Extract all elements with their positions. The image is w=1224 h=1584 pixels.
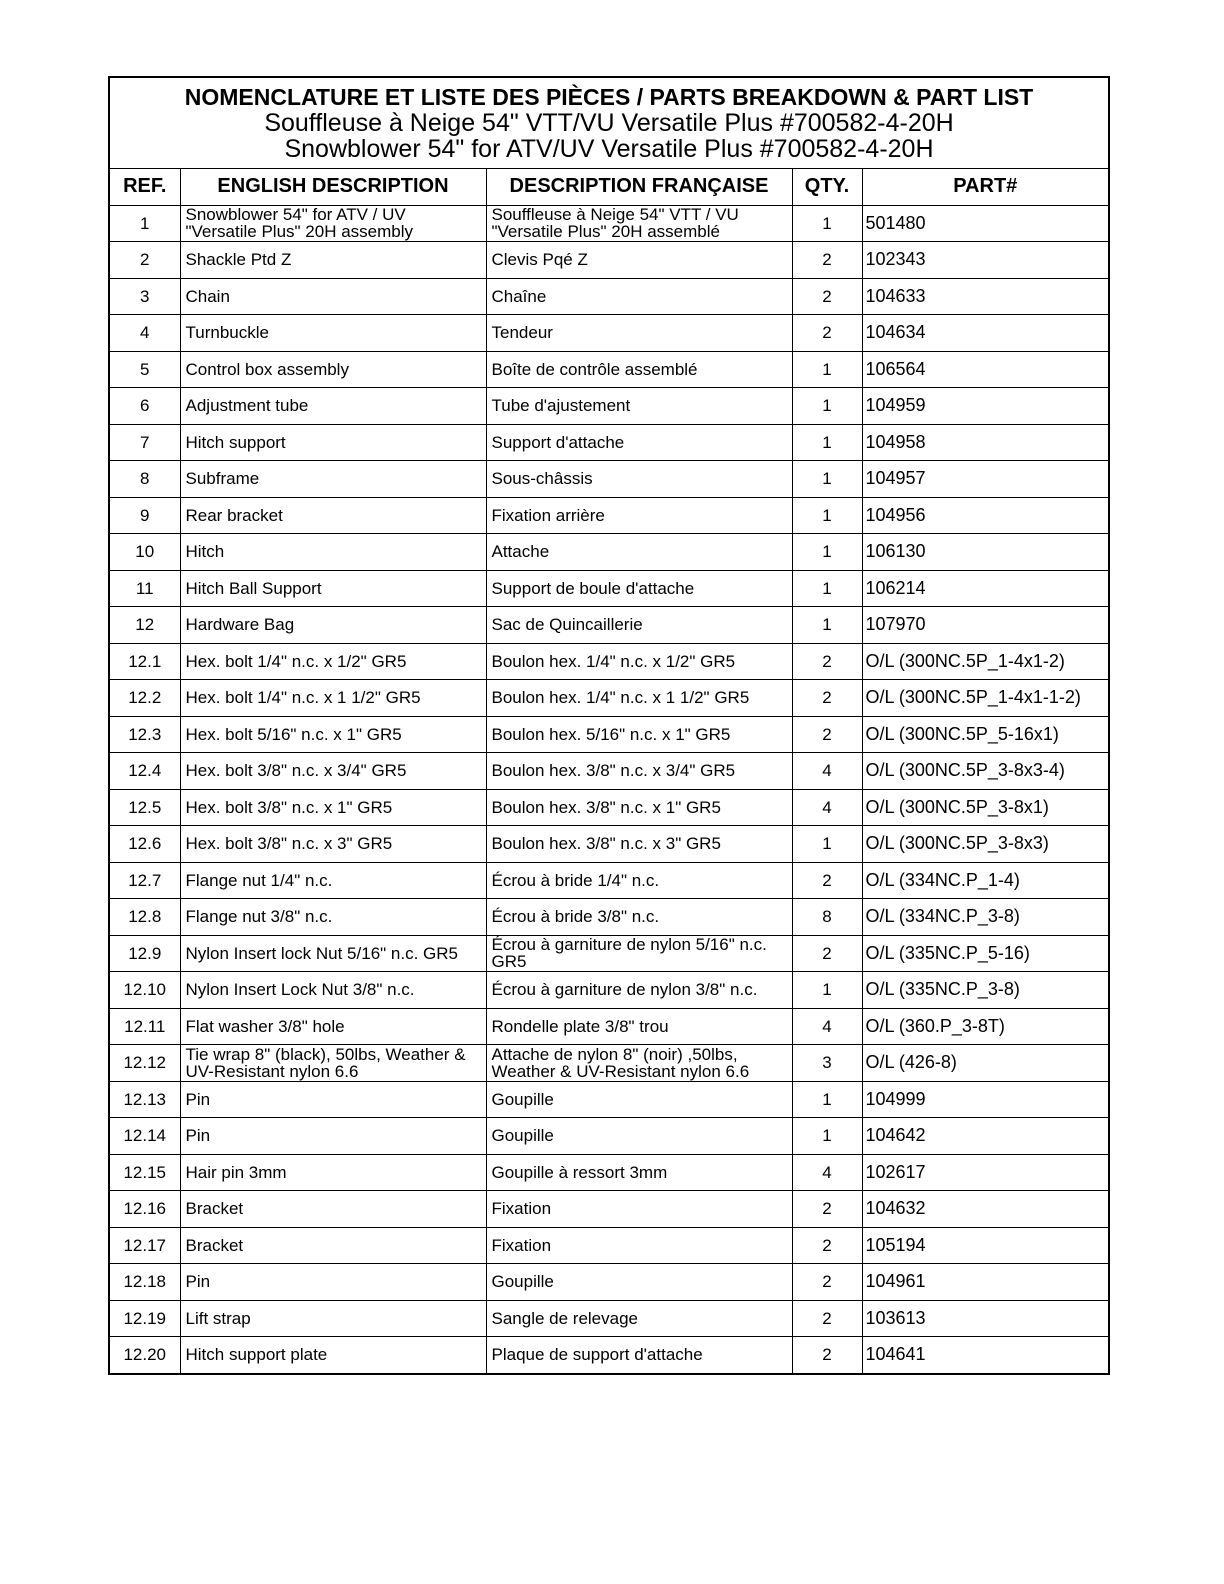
table-row bbox=[110, 607, 1108, 644]
table-row bbox=[110, 753, 1108, 790]
english-description-cell: Subframe bbox=[180, 461, 486, 498]
table-row bbox=[110, 1300, 1108, 1337]
ref-cell: 9 bbox=[110, 497, 180, 534]
french-description-cell: Écrou à bride 1/4" n.c. bbox=[486, 862, 792, 899]
part-number-cell: O/L (300NC.5P_3-8x3) bbox=[862, 826, 1108, 863]
qty-cell: 1 bbox=[792, 570, 862, 607]
table-row bbox=[110, 315, 1108, 352]
english-description-cell: Hair pin 3mm bbox=[180, 1154, 486, 1191]
english-description-cell: Hex. bolt 3/8" n.c. x 1" GR5 bbox=[180, 789, 486, 826]
english-description-cell: Shackle Ptd Z bbox=[180, 242, 486, 279]
ref-cell: 12.9 bbox=[110, 935, 180, 972]
part-number-cell: O/L (300NC.5P_3-8x1) bbox=[862, 789, 1108, 826]
table-body bbox=[110, 205, 1108, 1373]
qty-cell: 2 bbox=[792, 1227, 862, 1264]
qty-cell: 2 bbox=[792, 278, 862, 315]
french-description-cell: Clevis Pqé Z bbox=[486, 242, 792, 279]
part-number-cell: O/L (335NC.P_5-16) bbox=[862, 935, 1108, 972]
ref-cell: 12.4 bbox=[110, 753, 180, 790]
english-description-cell: Hitch support bbox=[180, 424, 486, 461]
qty-cell: 2 bbox=[792, 1337, 862, 1373]
part-number-cell: 102617 bbox=[862, 1154, 1108, 1191]
english-description-cell: Adjustment tube bbox=[180, 388, 486, 425]
table-row bbox=[110, 424, 1108, 461]
french-description-cell: Goupille bbox=[486, 1081, 792, 1118]
qty-cell: 3 bbox=[792, 1045, 862, 1082]
qty-cell: 2 bbox=[792, 315, 862, 352]
english-description-cell: Flange nut 3/8" n.c. bbox=[180, 899, 486, 936]
ref-cell: 12.1 bbox=[110, 643, 180, 680]
qty-cell: 1 bbox=[792, 1118, 862, 1155]
part-number-cell: 104999 bbox=[862, 1081, 1108, 1118]
qty-cell: 2 bbox=[792, 716, 862, 753]
ref-cell: 12.18 bbox=[110, 1264, 180, 1301]
french-description-cell: Sous-châssis bbox=[486, 461, 792, 498]
french-description-cell: Support d'attache bbox=[486, 424, 792, 461]
english-description-cell: Hardware Bag bbox=[180, 607, 486, 644]
english-description-cell: Hitch bbox=[180, 534, 486, 571]
french-description-cell: Boulon hex. 3/8" n.c. x 3" GR5 bbox=[486, 826, 792, 863]
part-number-cell: 106214 bbox=[862, 570, 1108, 607]
part-number-cell: 106130 bbox=[862, 534, 1108, 571]
part-number-cell: O/L (334NC.P_3-8) bbox=[862, 899, 1108, 936]
part-number-cell: O/L (300NC.5P_3-8x3-4) bbox=[862, 753, 1108, 790]
french-description-cell: Goupille à ressort 3mm bbox=[486, 1154, 792, 1191]
table-row bbox=[110, 1081, 1108, 1118]
ref-cell: 3 bbox=[110, 278, 180, 315]
english-description-cell: Control box assembly bbox=[180, 351, 486, 388]
part-number-cell: 105194 bbox=[862, 1227, 1108, 1264]
ref-cell: 12.12 bbox=[110, 1045, 180, 1082]
ref-cell: 12.6 bbox=[110, 826, 180, 863]
qty-cell: 2 bbox=[792, 1300, 862, 1337]
english-description-cell: Hex. bolt 3/8" n.c. x 3/4" GR5 bbox=[180, 753, 486, 790]
ref-cell: 8 bbox=[110, 461, 180, 498]
table-row bbox=[110, 242, 1108, 279]
english-description-cell: Hitch support plate bbox=[180, 1337, 486, 1373]
table-row bbox=[110, 1008, 1108, 1045]
qty-cell: 4 bbox=[792, 1008, 862, 1045]
english-description-cell: Flange nut 1/4" n.c. bbox=[180, 862, 486, 899]
ref-cell: 12.17 bbox=[110, 1227, 180, 1264]
table-header-row bbox=[110, 169, 1108, 205]
header-part: PART# bbox=[862, 169, 1108, 205]
english-description-cell: Hex. bolt 1/4" n.c. x 1/2" GR5 bbox=[180, 643, 486, 680]
table-row bbox=[110, 205, 1108, 242]
qty-cell: 1 bbox=[792, 497, 862, 534]
french-description-cell: Attache bbox=[486, 534, 792, 571]
table-row bbox=[110, 351, 1108, 388]
part-number-cell: 107970 bbox=[862, 607, 1108, 644]
english-description-cell: Chain bbox=[180, 278, 486, 315]
french-description-cell: Fixation bbox=[486, 1191, 792, 1228]
english-description-cell: Bracket bbox=[180, 1227, 486, 1264]
ref-cell: 12.5 bbox=[110, 789, 180, 826]
table-row bbox=[110, 972, 1108, 1009]
ref-cell: 7 bbox=[110, 424, 180, 461]
table-row bbox=[110, 1191, 1108, 1228]
part-number-cell: 106564 bbox=[862, 351, 1108, 388]
qty-cell: 2 bbox=[792, 935, 862, 972]
part-number-cell: O/L (360.P_3-8T) bbox=[862, 1008, 1108, 1045]
ref-cell: 12.14 bbox=[110, 1118, 180, 1155]
parts-list-sheet bbox=[108, 76, 1110, 1375]
header-french: DESCRIPTION FRANÇAISE bbox=[486, 169, 792, 205]
table-row bbox=[110, 534, 1108, 571]
english-description-cell: Hex. bolt 3/8" n.c. x 3" GR5 bbox=[180, 826, 486, 863]
part-number-cell: 102343 bbox=[862, 242, 1108, 279]
table-row bbox=[110, 1337, 1108, 1373]
header-ref: REF. bbox=[110, 169, 180, 205]
french-description-cell: Boîte de contrôle assemblé bbox=[486, 351, 792, 388]
french-description-cell: Boulon hex. 1/4" n.c. x 1/2" GR5 bbox=[486, 643, 792, 680]
english-description-cell: Flat washer 3/8" hole bbox=[180, 1008, 486, 1045]
qty-cell: 2 bbox=[792, 1191, 862, 1228]
french-description-cell: Sangle de relevage bbox=[486, 1300, 792, 1337]
qty-cell: 4 bbox=[792, 1154, 862, 1191]
french-description-cell: Attache de nylon 8" (noir) ,50lbs, Weather & UV-Resistant nylon 6.6 bbox=[486, 1045, 792, 1082]
english-description-cell: Hex. bolt 5/16" n.c. x 1" GR5 bbox=[180, 716, 486, 753]
ref-cell: 12.13 bbox=[110, 1081, 180, 1118]
ref-cell: 2 bbox=[110, 242, 180, 279]
ref-cell: 6 bbox=[110, 388, 180, 425]
qty-cell: 1 bbox=[792, 1081, 862, 1118]
qty-cell: 1 bbox=[792, 972, 862, 1009]
qty-cell: 2 bbox=[792, 680, 862, 717]
part-number-cell: O/L (300NC.5P_5-16x1) bbox=[862, 716, 1108, 753]
title-main: NOMENCLATURE ET LISTE DES PIÈCES / PARTS BREAKDOWN & PART LIST bbox=[184, 84, 1034, 110]
french-description-cell: Chaîne bbox=[486, 278, 792, 315]
french-description-cell: Tendeur bbox=[486, 315, 792, 352]
qty-cell: 1 bbox=[792, 205, 862, 242]
french-description-cell: Boulon hex. 5/16" n.c. x 1" GR5 bbox=[486, 716, 792, 753]
ref-cell: 12.11 bbox=[110, 1008, 180, 1045]
title-french: Souffleuse à Neige 54" VTT/VU Versatile Plus #700582-4-20H bbox=[264, 109, 954, 137]
table-row bbox=[110, 1264, 1108, 1301]
part-number-cell: 104958 bbox=[862, 424, 1108, 461]
qty-cell: 1 bbox=[792, 607, 862, 644]
english-description-cell: Hitch Ball Support bbox=[180, 570, 486, 607]
english-description-cell: Nylon Insert Lock Nut 3/8" n.c. bbox=[180, 972, 486, 1009]
ref-cell: 12 bbox=[110, 607, 180, 644]
ref-cell: 12.10 bbox=[110, 972, 180, 1009]
qty-cell: 4 bbox=[792, 753, 862, 790]
table-row bbox=[110, 1118, 1108, 1155]
part-number-cell: 104641 bbox=[862, 1337, 1108, 1373]
ref-cell: 12.16 bbox=[110, 1191, 180, 1228]
qty-cell: 1 bbox=[792, 424, 862, 461]
french-description-cell: Souffleuse à Neige 54" VTT / VU "Versatile Plus" 20H assemblé bbox=[486, 205, 792, 242]
table-row bbox=[110, 278, 1108, 315]
table-row bbox=[110, 461, 1108, 498]
title-english: Snowblower 54" for ATV/UV Versatile Plus #700582-4-20H bbox=[284, 135, 934, 163]
french-description-cell: Écrou à bride 3/8" n.c. bbox=[486, 899, 792, 936]
french-description-cell: Goupille bbox=[486, 1118, 792, 1155]
parts-table bbox=[110, 169, 1108, 1373]
part-number-cell: O/L (334NC.P_1-4) bbox=[862, 862, 1108, 899]
french-description-cell: Fixation bbox=[486, 1227, 792, 1264]
table-row bbox=[110, 570, 1108, 607]
french-description-cell: Boulon hex. 3/8" n.c. x 1" GR5 bbox=[486, 789, 792, 826]
part-number-cell: O/L (426-8) bbox=[862, 1045, 1108, 1082]
qty-cell: 1 bbox=[792, 388, 862, 425]
part-number-cell: O/L (335NC.P_3-8) bbox=[862, 972, 1108, 1009]
english-description-cell: Lift strap bbox=[180, 1300, 486, 1337]
french-description-cell: Plaque de support d'attache bbox=[486, 1337, 792, 1373]
qty-cell: 4 bbox=[792, 789, 862, 826]
english-description-cell: Nylon Insert lock Nut 5/16" n.c. GR5 bbox=[180, 935, 486, 972]
table-row bbox=[110, 1227, 1108, 1264]
header-english: ENGLISH DESCRIPTION bbox=[180, 169, 486, 205]
part-number-cell: 104642 bbox=[862, 1118, 1108, 1155]
french-description-cell: Sac de Quincaillerie bbox=[486, 607, 792, 644]
part-number-cell: O/L (300NC.5P_1-4x1-2) bbox=[862, 643, 1108, 680]
part-number-cell: 103613 bbox=[862, 1300, 1108, 1337]
header-qty: QTY. bbox=[792, 169, 862, 205]
ref-cell: 11 bbox=[110, 570, 180, 607]
part-number-cell: 104632 bbox=[862, 1191, 1108, 1228]
ref-cell: 12.19 bbox=[110, 1300, 180, 1337]
ref-cell: 12.15 bbox=[110, 1154, 180, 1191]
qty-cell: 1 bbox=[792, 461, 862, 498]
qty-cell: 2 bbox=[792, 862, 862, 899]
french-description-cell: Boulon hex. 1/4" n.c. x 1 1/2" GR5 bbox=[486, 680, 792, 717]
part-number-cell: O/L (300NC.5P_1-4x1-1-2) bbox=[862, 680, 1108, 717]
table-row bbox=[110, 497, 1108, 534]
french-description-cell: Goupille bbox=[486, 1264, 792, 1301]
french-description-cell: Tube d'ajustement bbox=[486, 388, 792, 425]
title-block bbox=[110, 78, 1108, 169]
table-row bbox=[110, 862, 1108, 899]
ref-cell: 12.2 bbox=[110, 680, 180, 717]
french-description-cell: Support de boule d'attache bbox=[486, 570, 792, 607]
part-number-cell: 104633 bbox=[862, 278, 1108, 315]
qty-cell: 8 bbox=[792, 899, 862, 936]
english-description-cell: Pin bbox=[180, 1081, 486, 1118]
qty-cell: 1 bbox=[792, 351, 862, 388]
french-description-cell: Écrou à garniture de nylon 3/8" n.c. bbox=[486, 972, 792, 1009]
table-row bbox=[110, 789, 1108, 826]
qty-cell: 2 bbox=[792, 643, 862, 680]
table-row bbox=[110, 716, 1108, 753]
qty-cell: 1 bbox=[792, 534, 862, 571]
english-description-cell: Hex. bolt 1/4" n.c. x 1 1/2" GR5 bbox=[180, 680, 486, 717]
ref-cell: 12.8 bbox=[110, 899, 180, 936]
table-row bbox=[110, 680, 1108, 717]
english-description-cell: Pin bbox=[180, 1118, 486, 1155]
ref-cell: 12.7 bbox=[110, 862, 180, 899]
table-row bbox=[110, 935, 1108, 972]
ref-cell: 4 bbox=[110, 315, 180, 352]
ref-cell: 5 bbox=[110, 351, 180, 388]
part-number-cell: 104634 bbox=[862, 315, 1108, 352]
english-description-cell: Pin bbox=[180, 1264, 486, 1301]
french-description-cell: Rondelle plate 3/8" trou bbox=[486, 1008, 792, 1045]
french-description-cell: Écrou à garniture de nylon 5/16" n.c. GR5 bbox=[486, 935, 792, 972]
english-description-cell: Tie wrap 8" (black), 50lbs, Weather & UV-Resistant nylon 6.6 bbox=[180, 1045, 486, 1082]
ref-cell: 10 bbox=[110, 534, 180, 571]
english-description-cell: Bracket bbox=[180, 1191, 486, 1228]
part-number-cell: 501480 bbox=[862, 205, 1108, 242]
part-number-cell: 104959 bbox=[862, 388, 1108, 425]
table-row bbox=[110, 388, 1108, 425]
table-row bbox=[110, 1154, 1108, 1191]
ref-cell: 12.3 bbox=[110, 716, 180, 753]
table-row bbox=[110, 899, 1108, 936]
qty-cell: 2 bbox=[792, 1264, 862, 1301]
table-row bbox=[110, 1045, 1108, 1082]
french-description-cell: Fixation arrière bbox=[486, 497, 792, 534]
table-row bbox=[110, 643, 1108, 680]
ref-cell: 1 bbox=[110, 205, 180, 242]
french-description-cell: Boulon hex. 3/8" n.c. x 3/4" GR5 bbox=[486, 753, 792, 790]
english-description-cell: Snowblower 54" for ATV / UV "Versatile Plus" 20H assembly bbox=[180, 205, 486, 242]
english-description-cell: Rear bracket bbox=[180, 497, 486, 534]
table-row bbox=[110, 826, 1108, 863]
qty-cell: 1 bbox=[792, 826, 862, 863]
qty-cell: 2 bbox=[792, 242, 862, 279]
part-number-cell: 104957 bbox=[862, 461, 1108, 498]
english-description-cell: Turnbuckle bbox=[180, 315, 486, 352]
ref-cell: 12.20 bbox=[110, 1337, 180, 1373]
part-number-cell: 104956 bbox=[862, 497, 1108, 534]
part-number-cell: 104961 bbox=[862, 1264, 1108, 1301]
